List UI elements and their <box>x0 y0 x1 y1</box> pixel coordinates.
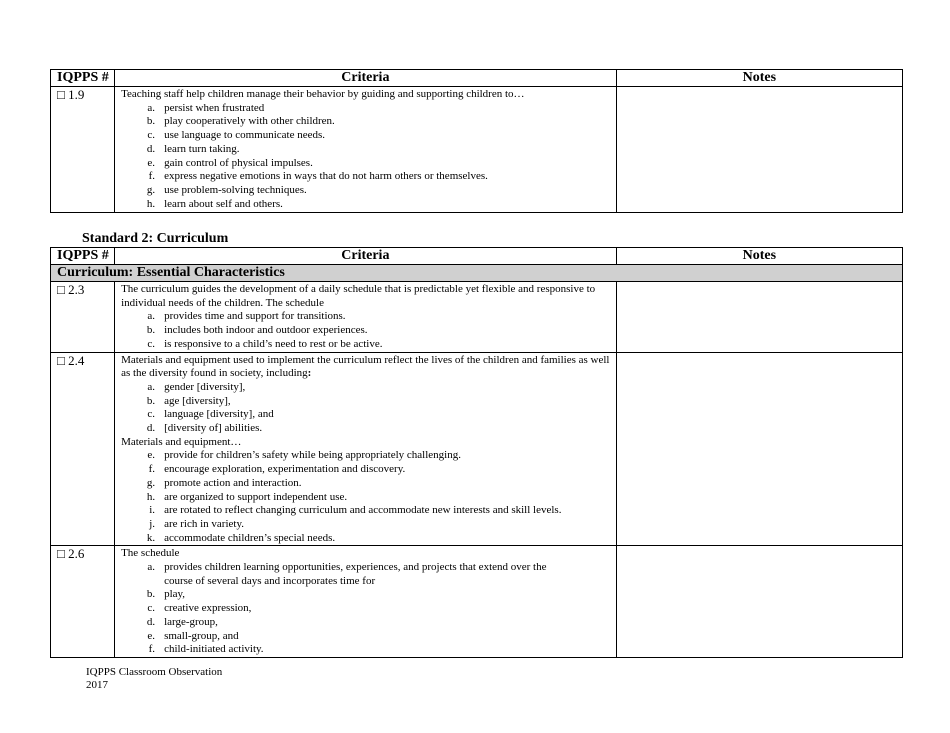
criterion-text <box>115 87 617 213</box>
table-row <box>51 352 903 546</box>
list-item: a. provides children learning opportunities, experiences, and projects that extend over the <box>147 561 547 574</box>
criterion-items <box>121 102 612 212</box>
list-item: i. are rotated to reflect changing curriculum and accommodate new interests and skill levels. <box>149 504 562 517</box>
criterion-items <box>121 449 612 545</box>
list-item: a. gender [diversity], <box>147 380 246 393</box>
list-item: c. use language to communicate needs. <box>147 129 326 142</box>
criterion-text <box>115 352 617 546</box>
section-row <box>51 265 903 282</box>
footer-title: IQPPS Classroom Observation <box>86 666 223 678</box>
criteria-table-2 <box>50 247 903 658</box>
header-id: IQPPS # <box>51 70 115 87</box>
notes-cell[interactable] <box>616 282 902 353</box>
criterion-id[interactable]: □ 2.6 <box>51 546 115 658</box>
criteria-table-1 <box>50 69 903 213</box>
criterion-id[interactable]: □ 2.3 <box>51 282 115 353</box>
list-item: e. provide for children’s safety while being appropriately challenging. <box>147 449 461 462</box>
criterion-id[interactable]: □ 1.9 <box>51 87 115 213</box>
header-row <box>51 248 903 265</box>
list-item: a. provides time and support for transitions. <box>147 310 346 323</box>
criterion-text <box>115 546 617 658</box>
header-criteria: Criteria <box>115 248 617 265</box>
criterion-items <box>121 561 612 657</box>
criterion-id[interactable]: □ 2.4 <box>51 352 115 546</box>
notes-cell[interactable] <box>616 87 902 213</box>
list-item: k. accommodate children’s special needs. <box>146 531 336 544</box>
table-row <box>51 546 903 658</box>
list-item: h. are organized to support independent use. <box>146 490 348 503</box>
criterion-text <box>115 282 617 353</box>
table-row <box>51 282 903 353</box>
list-item: g. use problem-solving techniques. <box>146 183 307 196</box>
criterion-intro: The schedule <box>121 547 180 560</box>
table-row <box>51 87 903 213</box>
header-notes: Notes <box>616 70 902 87</box>
list-item: b. play cooperatively with other children. <box>146 115 335 128</box>
header-row <box>51 70 903 87</box>
list-item: e. small-group, and <box>147 629 239 642</box>
header-notes: Notes <box>616 248 902 265</box>
list-item: f. express negative emotions in ways that do not harm others or themselves. <box>148 170 488 183</box>
list-item: d. [diversity of] abilities. <box>146 422 263 435</box>
footer-year: 2017 <box>86 679 108 691</box>
criterion-subintro: Materials and equipment… <box>121 435 242 448</box>
list-item: h. learn about self and others. <box>146 197 283 210</box>
list-item: e. gain control of physical impulses. <box>147 156 313 169</box>
list-item: g. promote action and interaction. <box>146 476 302 489</box>
list-item: a. persist when frustrated <box>147 101 265 114</box>
list-item: d. learn turn taking. <box>146 142 240 155</box>
criterion-intro: Teaching staff help children manage their behavior by guiding and supporting children to… <box>121 88 525 100</box>
notes-cell[interactable] <box>616 546 902 658</box>
page-footer <box>86 666 222 692</box>
criterion-items <box>121 381 612 436</box>
list-item: c. language [diversity], and <box>147 408 274 421</box>
list-item: c. is responsive to a child’s need to rest or be active. <box>147 337 383 350</box>
criterion-intro: The curriculum guides the development of a daily schedule that is predictable yet flexible and responsive to individual needs of the children. The schedule <box>121 283 596 309</box>
list-item-continued: course of several days and incorporates time for <box>164 574 376 587</box>
list-item: b. includes both indoor and outdoor experiences. <box>146 324 368 337</box>
standard-heading: Standard 2: Curriculum <box>82 231 229 246</box>
criterion-items <box>121 310 612 351</box>
list-item: c. creative expression, <box>147 602 252 615</box>
list-item: f. encourage exploration, experimentation and discovery. <box>148 463 406 476</box>
list-item: b. play, <box>146 588 186 601</box>
header-criteria: Criteria <box>115 70 617 87</box>
list-item: j. are rich in variety. <box>149 517 244 530</box>
list-item: d. large-group, <box>146 615 218 628</box>
criterion-intro: Materials and equipment used to implement the curriculum reflect the lives of the children and families as well as the diversity found in society, including: <box>121 353 610 380</box>
list-item: f. child-initiated activity. <box>148 643 264 656</box>
list-item: b. age [diversity], <box>146 394 231 407</box>
notes-cell[interactable] <box>616 352 902 546</box>
header-id: IQPPS # <box>51 248 115 265</box>
section-title: Curriculum: Essential Characteristics <box>51 265 903 282</box>
